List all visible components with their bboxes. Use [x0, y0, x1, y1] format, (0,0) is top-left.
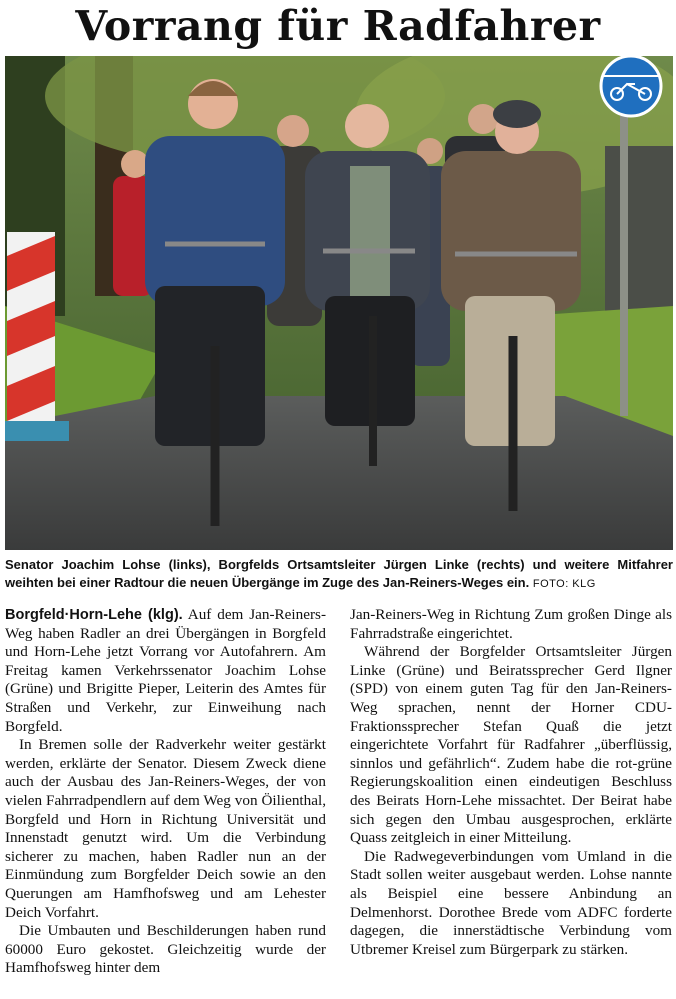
- article-paragraph: Die Umbauten und Beschilderungen haben rund 60000 Euro gekostet. Gleichzeitig wurde der Hamfhofsweg hinter dem: [5, 922, 326, 977]
- article-column-left: [5, 606, 326, 978]
- article-photo: [5, 56, 673, 550]
- article-paragraph: Während der Borgfelder Ortsamtsleiter Jürgen Linke (Grüne) und Beiratssprecher Gerd Ilgner (SPD) von einem guten Tag für den Jan-Reiners-Weg sprachen, nennt der Horner CDU-Fraktionssprecher Stefan Quaß die jetzt eingerichtete Vorfahrt für Radfahrer „überflüssig, sinnlos und gefährlich“. Zudem habe die rot-grüne Regierungskoalition einen eindeutigen Beschluss des Beirats Horn-Lehe missachtet. Der Beirat habe sich gegen den Umbau ausgesprochen, erklärte Quass zeitgleich in einer Mitteilung.: [350, 643, 672, 847]
- dateline: Borgfeld·Horn-Lehe (klg).: [5, 607, 183, 623]
- article-paragraph: Die Radwegeverbindungen vom Umland in die Stadt sollen weiter ausgebaut werden. Lohse nannte als Beispiel eine bessere Anbindung an Delmenhorst. Dorothee Brede vom ADFC forderte dagegen, die innerstädtische Verbindung vom Utbremer Kreisel zum Bürgerpark zu stärken.: [350, 847, 672, 958]
- photo-credit: FOTO: KLG: [532, 578, 596, 590]
- article-paragraph: Borgfeld·Horn-Lehe (klg). Auf dem Jan-Reiners-Weg haben Radler an drei Übergängen in Borgfeld und Horn-Lehe jetzt Vorrang vor Autofahrern. Am Freitag kamen Verkehrssenator Joachim Lohse (Grüne) und Brigitte Pieper, Leiterin des Amtes für Straßen und Verkehr, zur Einweihung nach Borgfeld.: [5, 606, 326, 735]
- article-paragraph: In Bremen solle der Radverkehr weiter gestärkt werden, erklärte der Senator. Diesem Zweck diene auch der Ausbau des Jan-Reiners-Weges, der von vielen Fahrradpendlern auf dem Weg von Öilienthal, Borgfeld und Horn in Richtung Universität und Innenstadt genutzt wird. Um die Verbindung sicherer zu machen, haben Radler nun an der Einmündung zum Borgfelder Deich sowie an den Querungen am Hamfhofsweg und am Lehester Deich Vorfahrt.: [5, 736, 326, 921]
- article-column-right: [350, 606, 672, 959]
- article-paragraph: Jan-Reiners-Weg in Richtung Zum großen Dinge als Fahrradstraße eingerichtet.: [350, 606, 672, 642]
- caption-text: Senator Joachim Lohse (links), Borgfelds Ortsamtsleiter Jürgen Linke (rechts) und weitere Mitfahrer weihten bei einer Radtour die neuen Übergänge im Zuge des Jan-Reiners-Weges ein.: [5, 557, 673, 590]
- headline: Vorrang für Radfahrer: [75, 2, 601, 50]
- photo-caption: [5, 556, 673, 593]
